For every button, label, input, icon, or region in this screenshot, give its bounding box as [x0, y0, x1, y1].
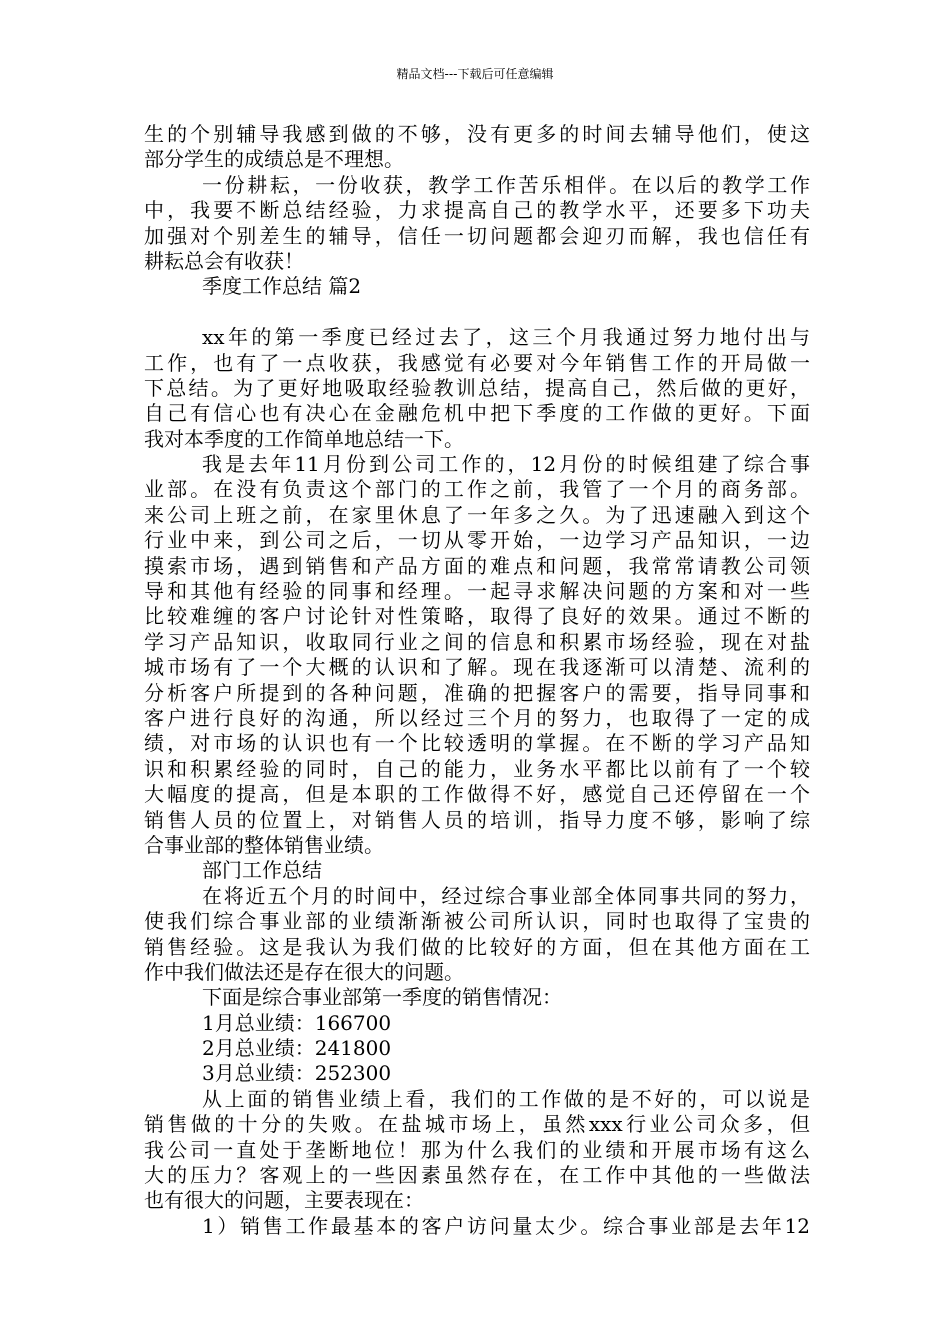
text-line: 来公司上班之前，在家里休息了一年多之久。为了迅速融入到这个	[144, 502, 810, 527]
text-line: 大幅度的提高，但是本职的工作做得不好，感觉自己还停留在一个	[144, 782, 810, 807]
text-line: 大的压力？客观上的一些因素虽然存在，在工作中其他的一些做法	[144, 1163, 810, 1188]
text-line: 3月总业绩：252300	[202, 1061, 392, 1086]
text-line: 摸索市场，遇到销售和产品方面的难点和问题，我常常请教公司领	[144, 553, 810, 578]
text-line: 销售经验。这是我认为我们做的比较好的方面，但在其他方面在工	[144, 934, 810, 959]
text-line: 下总结。为了更好地吸取经验教训总结，提高自己，然后做的更好，	[144, 375, 810, 400]
text-line: 1）销售工作最基本的客户访问量太少。综合事业部是去年12	[202, 1213, 810, 1238]
blank-line	[144, 300, 810, 325]
text-line: 导和其他有经验的同事和经理。一起寻求解决问题的方案和对一些	[144, 579, 810, 604]
text-line: 下面是综合事业部第一季度的销售情况：	[202, 985, 562, 1010]
text-line: 识和积累经验的同时，自己的能力，业务水平都比以前有了一个较	[144, 756, 810, 781]
text-line: 也有很大的问题，主要表现在：	[144, 1188, 424, 1213]
text-line: 行业中来，到公司之后，一切从零开始，一边学习产品知识，一边	[144, 528, 810, 553]
text-line: 中，我要不断总结经验，力求提高自己的教学水平，还要多下功夫	[144, 198, 810, 223]
text-line: 分析客户所提到的各种问题，准确的把握客户的需要，指导同事和	[144, 680, 810, 705]
text-line: 部门工作总结	[202, 858, 322, 883]
page-header: 精品文档---下载后可任意编辑	[396, 67, 554, 81]
text-line: 我公司一直处于垄断地位！那为什么我们的业绩和开展市场有这么	[144, 1137, 810, 1162]
text-line: 使我们综合事业部的业绩渐渐被公司所认识，同时也取得了宝贵的	[144, 909, 810, 934]
text-line: 销售人员的位置上，对销售人员的培训，指导力度不够，影响了综	[144, 807, 810, 832]
text-line: 城市场有了一个大概的认识和了解。现在我逐渐可以清楚、流利的	[144, 655, 810, 680]
document-body	[144, 122, 810, 1239]
text-line: 我是去年11月份到公司工作的，12月份的时候组建了综合事	[202, 452, 810, 477]
text-line: 2月总业绩：241800	[202, 1036, 392, 1061]
text-line: 我对本季度的工作简单地总结一下。	[144, 426, 464, 451]
text-line: 合事业部的整体销售业绩。	[144, 832, 384, 857]
text-line: 客户进行良好的沟通，所以经过三个月的努力，也取得了一定的成	[144, 705, 810, 730]
text-line: 从上面的销售业绩上看，我们的工作做的是不好的，可以说是	[202, 1086, 810, 1111]
text-line: 比较难缠的客户讨论针对性策略，取得了良好的效果。通过不断的	[144, 604, 810, 629]
text-line: 自己有信心也有决心在金融危机中把下季度的工作做的更好。下面	[144, 401, 810, 426]
text-line: 加强对个别差生的辅导，信任一切问题都会迎刃而解，我也信任有	[144, 223, 810, 248]
text-line: 在将近五个月的时间中，经过综合事业部全体同事共同的努力，	[202, 883, 810, 908]
text-line: 作中我们做法还是存在很大的问题。	[144, 959, 464, 984]
text-line: 1月总业绩：166700	[202, 1010, 392, 1035]
text-line: 业部。在没有负责这个部门的工作之前，我管了一个月的商务部。	[144, 477, 810, 502]
text-line: 工作，也有了一点收获，我感觉有必要对今年销售工作的开局做一	[144, 350, 810, 375]
text-line: 销售做的十分的失败。在盐城市场上，虽然xxx行业公司众多，但	[144, 1112, 810, 1137]
text-line: xx年的第一季度已经过去了，这三个月我通过努力地付出与	[202, 325, 810, 350]
text-line: 生的个别辅导我感到做的不够，没有更多的时间去辅导他们，使这	[144, 122, 810, 146]
text-line: 耕耘总会有收获！	[144, 248, 304, 273]
text-line: 绩，对市场的认识也有一个比较透明的掌握。在不断的学习产品知	[144, 731, 810, 756]
text-line: 一份耕耘，一份收获，教学工作苦乐相伴。在以后的教学工作	[202, 172, 810, 197]
text-line: 学习产品知识，收取同行业之间的信息和积累市场经验，现在对盐	[144, 629, 810, 654]
text-line: 季度工作总结 篇2	[202, 274, 362, 299]
text-line: 部分学生的成绩总是不理想。	[144, 147, 404, 172]
